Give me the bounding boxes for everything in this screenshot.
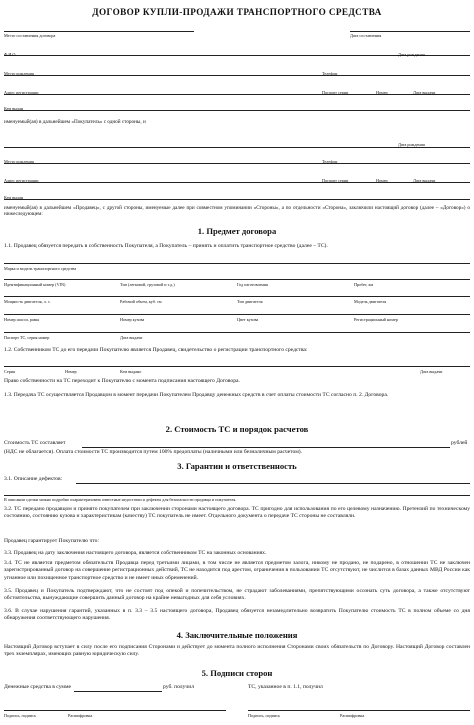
clause-3-4: 3.4. ТС не является предметом обязательств Продавца перед третьими лицами, в том числе не является предметом залога, никому не продано, не подарено, в отношении ТС не заключен зарегистрированный договор на совершение регистрационных действий, ТС не находится под арестом, ограничения в пользовании ТС отсутствуют, не числится в базах данных МВД России как угнанное или похищенное транспортное средство и не имеет иных обременений. xyxy=(4,560,470,581)
color-label: Цвет кузова xyxy=(237,317,259,322)
clause-1-1: 1.1. Продавец обязуется передать в собственность Покупателя, а Покупатель – принять и оплатить транспортное средство (далее – ТС). xyxy=(4,243,328,249)
chassis-label: Номер шасси, рамы xyxy=(4,317,40,322)
clause-3-1: 3.1. Описание дефектов: xyxy=(4,476,63,482)
passport-no-label-1: Номер xyxy=(376,90,388,95)
pts-label: Паспорт ТС, серия номер xyxy=(4,335,50,340)
year-label: Год изготовления xyxy=(237,282,268,287)
section-4-title: 4. Заключительные положения xyxy=(176,630,298,640)
type-label: Тип (легковой, грузовой и т.д.) xyxy=(120,282,175,287)
date-label: Дата составления xyxy=(350,33,382,38)
payment-text: (НДС не облагается). Оплата стоимости ТС производится путем 100% предоплаты (наличными или безналичным расчетом). xyxy=(4,449,303,455)
address-label-1: Адрес регистрации xyxy=(4,90,39,95)
birth-date-label-2: Дата рождения xyxy=(398,142,425,147)
cert-series-label: Серия xyxy=(4,369,15,374)
birth-date-label-1: Дата рождения xyxy=(398,52,425,57)
volume-label: Рабочий объем, куб. см xyxy=(120,299,162,304)
clause-3-5: 3.5. Продавец и Покупатель подтверждают, что не состоят под опекой и попечительством, не страдают заболеваниями, препятствующими осознать суть договора, а также отсутствуют обстоятельства, вынуждающие совершить данный договор на крайне невыгодных для себя условиях. xyxy=(4,588,470,602)
price-currency: рублей xyxy=(451,440,468,446)
reg-number-label: Регистрационный номер xyxy=(354,317,398,322)
document-title: ДОГОВОР КУПЛИ-ПРОДАЖИ ТРАНСПОРТНОГО СРЕДСТВА xyxy=(92,7,382,17)
cert-issued-label: Кем выдано xyxy=(120,369,142,374)
rub-received: руб. получил xyxy=(163,684,194,690)
money-received: Денежные средства в сумме xyxy=(4,684,71,690)
pts-date-label: Дата выдачи xyxy=(120,335,143,340)
power-label: Мощность двигателя, л. с. xyxy=(4,299,51,304)
clause-1-3: 1.3. Передача ТС осуществляется Продавцом в момент передачи Покупателем Продавцу денежных средств в счет оплаты стоимости ТС согласно п. 2. Договора. xyxy=(4,392,389,398)
phone-label-2: Телефон xyxy=(322,159,338,164)
passport-no-label-2: Номер xyxy=(376,178,388,183)
phone-label-1: Телефон xyxy=(322,71,338,76)
issue-date-label-2: Дата выдачи xyxy=(413,178,436,183)
seller-decode-label: Расшифровка xyxy=(68,713,93,718)
make-label: Марка и модель транспортного средства xyxy=(4,266,77,271)
place-label: Место составления договора xyxy=(4,33,56,38)
guarantee-text: Продавец гарантирует Покупателю что: xyxy=(4,538,99,544)
ownership-text: Право собственности на ТС переходит к Покупателю с момента подписания настоящего Договора. xyxy=(4,378,240,384)
vehicle-received: ТС, указанное в п. 1.1, получил xyxy=(248,684,323,690)
birth-place-label-2: Место рождения xyxy=(4,159,34,164)
clause-1-2: 1.2. Собственником ТС до его передачи Покупателю является Продавец, свидетельство о регистрации транспортного средства: xyxy=(4,347,308,353)
cert-number-label: Номер xyxy=(65,369,77,374)
section-5-title: 5. Подписи сторон xyxy=(201,668,273,678)
engine-model-label: Модель двигателя xyxy=(354,299,387,304)
passport-series-label-1: Паспорт серии xyxy=(322,90,349,95)
party-text-1: именуемый(ая) в дальнейшем «Покупатель» с одной стороны, и xyxy=(4,119,146,125)
seller-signature-label: Подпись, подпись xyxy=(4,713,37,718)
issue-date-label-1: Дата выдачи xyxy=(413,90,436,95)
final-provisions: Настоящий Договор вступает в силу после его подписания Сторонами и действует до момента полного исполнения Сторонами своих обязательств по Договору. Настоящий Договор составлен трех экземплярах, имеющих равную юридическую силу. xyxy=(4,644,470,658)
birth-place-label-1: Место рождения xyxy=(4,71,34,76)
clause-3-6: 3.6. В случае нарушения гарантий, указанных в п. 3.3 – 3.5 настоящего договора, Продавец обязуется незамедлительно возвратить Покупателю стоимость ТС в полном объеме со дня обнаружения соответствующего нарушения. xyxy=(4,608,470,622)
vin-label: Идентификационный номер (VIN) xyxy=(4,282,66,287)
engine-type-label: Тип двигателя xyxy=(237,299,263,304)
section-1-title: 1. Предмет договора xyxy=(197,226,277,236)
section-3-title: 3. Гарантии и ответственность xyxy=(177,461,297,471)
body-label: Номер кузова xyxy=(120,317,145,322)
section-2-title: 2. Стоимость ТС и порядок расчетов xyxy=(165,424,309,434)
defects-hint: В описании сделки можно подробно охарактеризовать известные недостатки и дефекты для безопасности продавца и покупателя. xyxy=(4,497,237,502)
issued-by-label-1: Кем выдан xyxy=(4,106,24,111)
passport-series-label-2: Паспорт серии xyxy=(322,178,349,183)
buyer-signature-label: Подпись, подпись xyxy=(248,713,281,718)
party-text-2: именуемый(ая) в дальнейшем «Продавец», с другой стороны, именуемые далее при совместном упоминании «Стороны», а по отдельности «Сторона», заключили настоящий договор (далее – «Договор») о нижеследующем: xyxy=(4,205,470,217)
buyer-decode-label: Расшифровка xyxy=(340,713,365,718)
fio-label-1: Ф.И.О. xyxy=(4,52,17,57)
issued-by-label-2: Кем выдан xyxy=(4,195,24,200)
cert-date-label: Дата выдачи xyxy=(420,369,443,374)
price-text: Стоимость ТС составляет xyxy=(4,440,66,446)
clause-3-3: 3.3. Продавец на дату заключения настоящего договора, является собственником ТС на законных основаниях. xyxy=(4,550,267,556)
mileage-label: Пробег, км xyxy=(354,282,374,287)
address-label-2: Адрес регистрации xyxy=(4,178,39,183)
clause-3-2: 3.2. ТС передано продавцом и принято покупателем при заключении сторонами настоящего договора. ТС пригодно для использования по его целевому назначению. Претензий по техническому состоянию, состоянию кузова и характеристикам (качеству) ТС покупатель не имеет. Отдельного документа о передаче ТС стороны не составляли. xyxy=(4,506,470,520)
